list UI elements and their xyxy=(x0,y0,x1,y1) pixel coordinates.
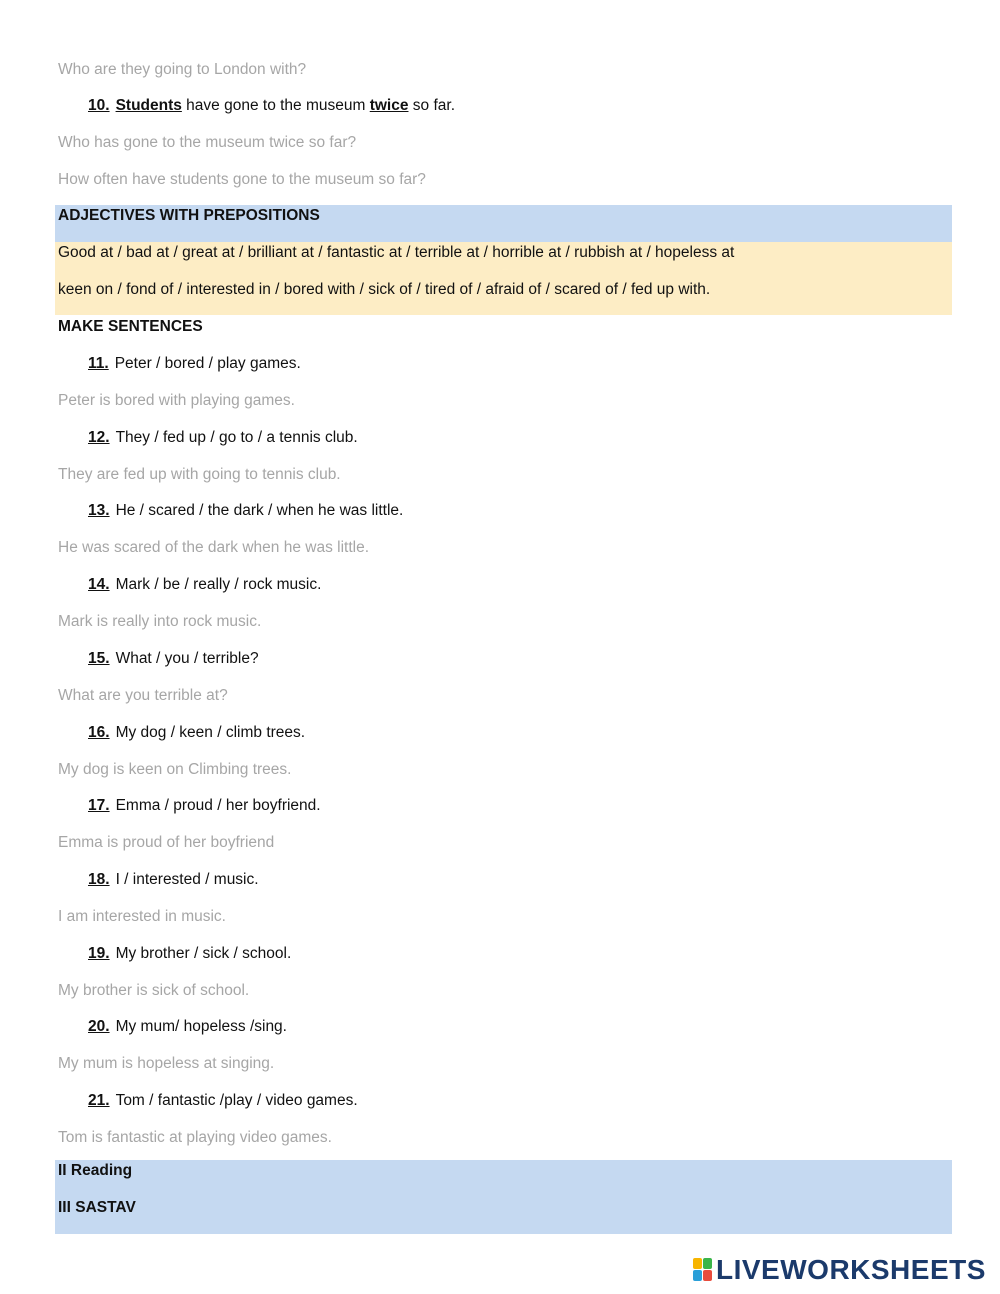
exercise-number: 15. xyxy=(88,650,110,667)
answer-10a: Who has gone to the museum twice so far? xyxy=(58,134,357,151)
underlined-word-students: Students xyxy=(115,97,182,114)
reading-heading: II Reading xyxy=(55,1160,952,1197)
exercise-text: have gone to the museum xyxy=(181,97,370,114)
exercise-prompt: My dog / keen / climb trees. xyxy=(115,724,306,741)
exercise-16 xyxy=(55,714,952,751)
exercise-number: 12. xyxy=(88,429,110,446)
exercise-prompt: Tom / fantastic /play / video games. xyxy=(115,1092,358,1109)
answer-10b: How often have students gone to the museum so far? xyxy=(58,171,426,188)
answer-14: Mark is really into rock music. xyxy=(58,613,262,630)
answer-17: Emma is proud of her boyfriend xyxy=(58,834,275,851)
liveworksheets-logo-text: LIVEWORKSHEETS xyxy=(716,1254,986,1285)
exercise-number: 10. xyxy=(88,97,110,114)
exercise-10 xyxy=(55,87,952,124)
exercise-15 xyxy=(55,640,952,677)
exercise-14 xyxy=(55,566,952,603)
exercise-20 xyxy=(55,1008,952,1045)
exercise-number: 13. xyxy=(88,502,110,519)
exercise-number: 17. xyxy=(88,797,110,814)
adjectives-heading: ADJECTIVES WITH PREPOSITIONS xyxy=(55,205,952,242)
exercise-prompt: Emma / proud / her boyfriend. xyxy=(115,797,321,814)
exercise-number: 20. xyxy=(88,1018,110,1035)
exercise-prompt: Peter / bored / play games. xyxy=(114,355,301,372)
sastav-heading: III SASTAV xyxy=(55,1197,952,1234)
exercise-number: 18. xyxy=(88,871,110,888)
exercise-19 xyxy=(55,935,952,972)
exercise-prompt: My brother / sick / school. xyxy=(115,945,292,962)
exercise-11 xyxy=(55,345,952,382)
exercise-number: 19. xyxy=(88,945,110,962)
answer-11: Peter is bored with playing games. xyxy=(58,392,295,409)
exercise-prompt: He / scared / the dark / when he was little. xyxy=(115,502,404,519)
exercise-number: 16. xyxy=(88,724,110,741)
exercise-text: so far. xyxy=(408,97,456,114)
liveworksheets-logo-icon xyxy=(693,1258,713,1282)
exercise-prompt: I / interested / music. xyxy=(115,871,259,888)
exercise-21 xyxy=(55,1082,952,1119)
exercise-number: 14. xyxy=(88,576,110,593)
answer-13: He was scared of the dark when he was little. xyxy=(58,539,370,556)
make-sentences-heading: MAKE SENTENCES xyxy=(58,318,203,335)
answer-21: Tom is fantastic at playing video games. xyxy=(58,1129,332,1146)
answer-9: Who are they going to London with? xyxy=(58,61,307,78)
answer-18: I am interested in music. xyxy=(58,908,226,925)
exercise-prompt: Mark / be / really / rock music. xyxy=(115,576,322,593)
exercise-prompt: My mum/ hopeless /sing. xyxy=(115,1018,287,1035)
liveworksheets-logo[interactable] xyxy=(693,1252,993,1288)
answer-16: My dog is keen on Climbing trees. xyxy=(58,761,292,778)
answer-12: They are fed up with going to tennis club. xyxy=(58,466,341,483)
adjectives-list-1: Good at / bad at / great at / brilliant at / fantastic at / terrible at / horrible at / rubbish at / hopeless at xyxy=(55,242,952,279)
exercise-18 xyxy=(55,861,952,898)
underlined-word-twice: twice xyxy=(369,97,409,114)
answer-20: My mum is hopeless at singing. xyxy=(58,1055,275,1072)
exercise-12 xyxy=(55,419,952,456)
adjectives-list-2: keen on / fond of / interested in / bored with / sick of / tired of / afraid of / scared of / fed up with. xyxy=(55,279,952,315)
exercise-prompt: They / fed up / go to / a tennis club. xyxy=(115,429,358,446)
exercise-17 xyxy=(55,787,952,824)
exercise-number: 11. xyxy=(88,355,109,372)
exercise-13 xyxy=(55,492,952,529)
answer-15: What are you terrible at? xyxy=(58,687,228,704)
exercise-number: 21. xyxy=(88,1092,110,1109)
answer-19: My brother is sick of school. xyxy=(58,982,250,999)
exercise-prompt: What / you / terrible? xyxy=(115,650,259,667)
